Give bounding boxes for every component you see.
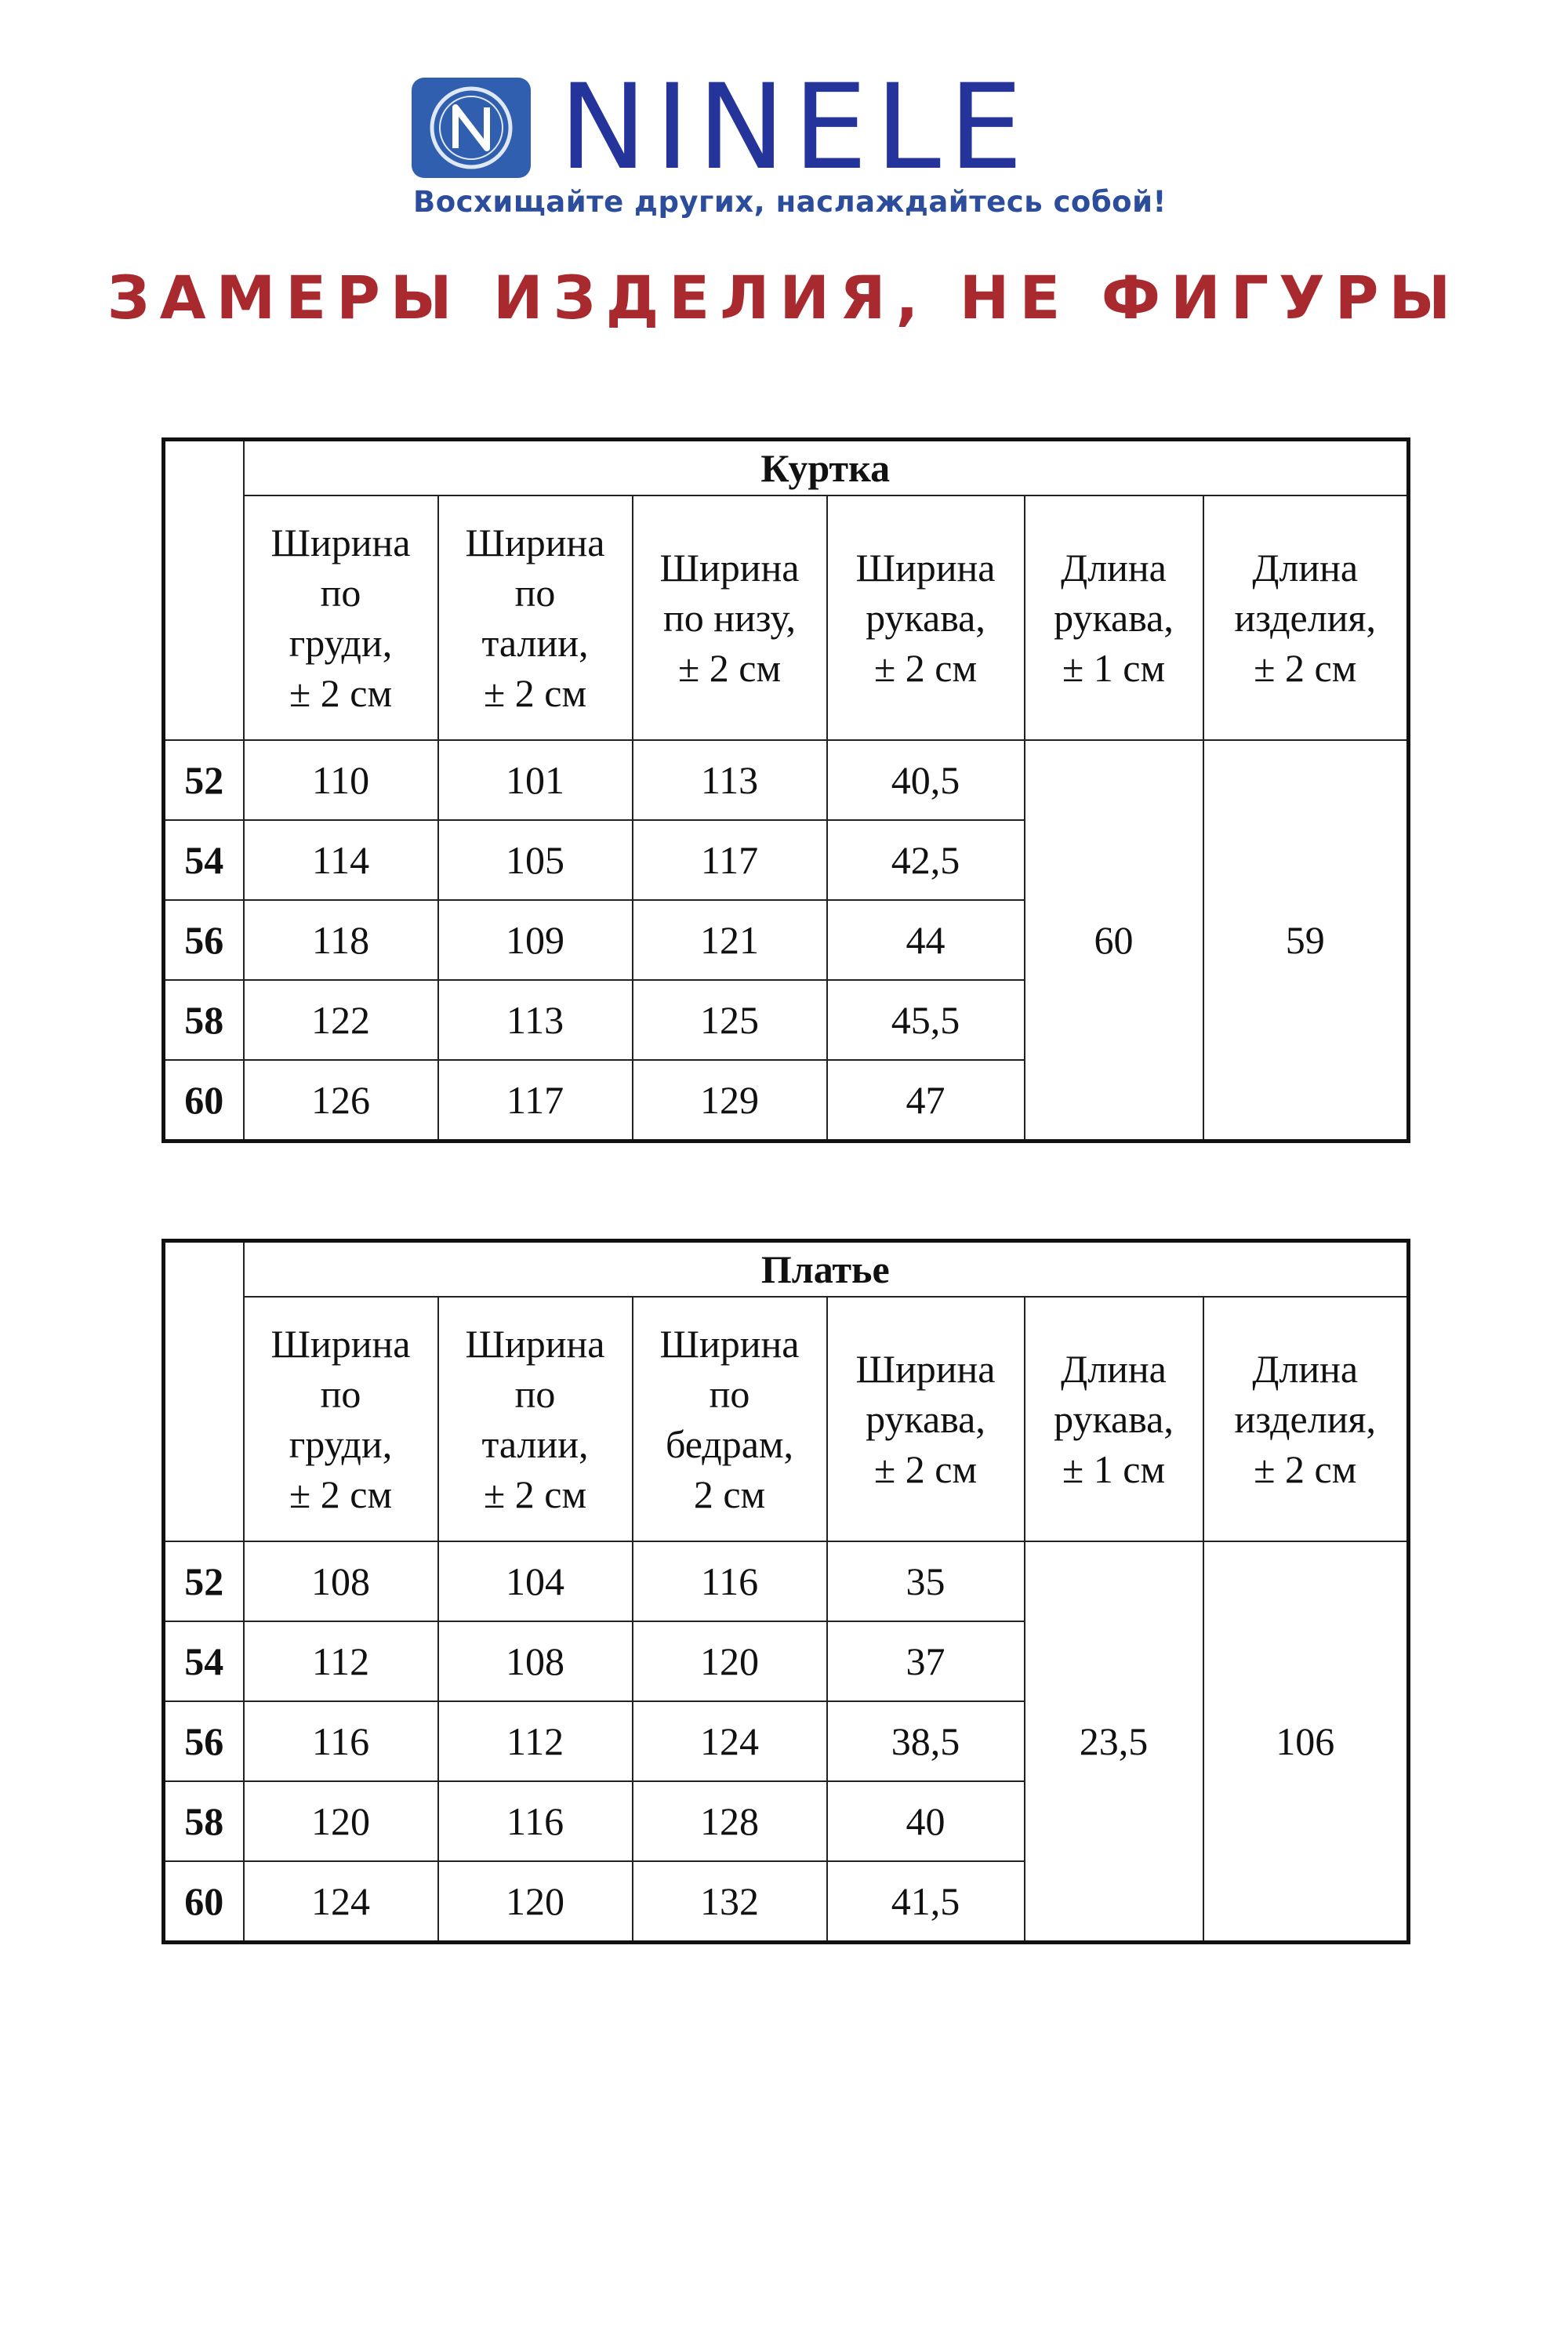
size-table-jacket xyxy=(162,437,1410,1143)
column-header: Ширина по талии, ± 2 см xyxy=(438,1297,633,1541)
size-label: 58 xyxy=(164,1781,244,1861)
table-cell: 114 xyxy=(244,820,438,900)
table-cell: 124 xyxy=(633,1701,827,1781)
size-label: 58 xyxy=(164,980,244,1060)
table-cell: 41,5 xyxy=(827,1861,1025,1943)
size-label: 54 xyxy=(164,820,244,900)
table-cell: 44 xyxy=(827,900,1025,980)
table-row xyxy=(164,740,1409,820)
table-corner xyxy=(164,440,244,741)
table-cell: 122 xyxy=(244,980,438,1060)
table-cell: 40,5 xyxy=(827,740,1025,820)
table-title: Платье xyxy=(244,1241,1409,1298)
table-cell: 110 xyxy=(244,740,438,820)
table-cell: 45,5 xyxy=(827,980,1025,1060)
column-header: Ширина по талии, ± 2 см xyxy=(438,495,633,740)
column-header: Ширина по груди, ± 2 см xyxy=(244,1297,438,1541)
page-header xyxy=(0,0,1568,345)
size-label: 60 xyxy=(164,1060,244,1142)
merged-cell: 60 xyxy=(1025,740,1203,1142)
table-cell: 37 xyxy=(827,1621,1025,1701)
column-header: Ширина рукава, ± 2 см xyxy=(827,495,1025,740)
merged-cell: 106 xyxy=(1203,1541,1409,1943)
size-label: 52 xyxy=(164,740,244,820)
table-cell: 116 xyxy=(438,1781,633,1861)
table-cell: 120 xyxy=(633,1621,827,1701)
column-header: Длина изделия, ± 2 см xyxy=(1203,495,1409,740)
table-title: Куртка xyxy=(244,440,1409,496)
table-cell: 101 xyxy=(438,740,633,820)
column-header: Ширина по бедрам, 2 см xyxy=(633,1297,827,1541)
table-cell: 108 xyxy=(244,1541,438,1621)
table-cell: 35 xyxy=(827,1541,1025,1621)
table-cell: 109 xyxy=(438,900,633,980)
table-cell: 126 xyxy=(244,1060,438,1142)
table-cell: 116 xyxy=(244,1701,438,1781)
table-row xyxy=(164,1541,1409,1621)
size-label: 56 xyxy=(164,900,244,980)
table-cell: 120 xyxy=(438,1861,633,1943)
merged-cell: 23,5 xyxy=(1025,1541,1203,1943)
table-cell: 42,5 xyxy=(827,820,1025,900)
column-header: Длина рукава, ± 1 см xyxy=(1025,1297,1203,1541)
table-cell: 132 xyxy=(633,1861,827,1943)
table-cell: 129 xyxy=(633,1060,827,1142)
table-cell: 105 xyxy=(438,820,633,900)
table-cell: 40 xyxy=(827,1781,1025,1861)
table-cell: 104 xyxy=(438,1541,633,1621)
table-cell: 120 xyxy=(244,1781,438,1861)
table-cell: 112 xyxy=(244,1621,438,1701)
table-cell: 117 xyxy=(438,1060,633,1142)
column-header: Ширина по низу, ± 2 см xyxy=(633,495,827,740)
size-label: 52 xyxy=(164,1541,244,1621)
page-headline: ЗАМЕРЫ ИЗДЕЛИЯ, НЕ ФИГУРЫ xyxy=(107,263,1461,332)
table-corner xyxy=(164,1241,244,1542)
table-cell: 124 xyxy=(244,1861,438,1943)
size-label: 54 xyxy=(164,1621,244,1701)
table-cell: 116 xyxy=(633,1541,827,1621)
table-cell: 117 xyxy=(633,820,827,900)
table-cell: 113 xyxy=(438,980,633,1060)
table-cell: 108 xyxy=(438,1621,633,1701)
brand-name: NINELE xyxy=(559,60,1031,196)
table-cell: 118 xyxy=(244,900,438,980)
n-monogram-badge-icon xyxy=(412,78,531,178)
table-cell: 38,5 xyxy=(827,1701,1025,1781)
column-header: Ширина по груди, ± 2 см xyxy=(244,495,438,740)
size-table-dress xyxy=(162,1239,1410,1944)
table-cell: 112 xyxy=(438,1701,633,1781)
brand-tagline: Восхищайте других, наслаждайтесь собой! xyxy=(413,185,1167,219)
brand-logo xyxy=(412,60,1031,196)
table-cell: 121 xyxy=(633,900,827,980)
size-label: 56 xyxy=(164,1701,244,1781)
column-header: Ширина рукава, ± 2 см xyxy=(827,1297,1025,1541)
merged-cell: 59 xyxy=(1203,740,1409,1142)
table-cell: 47 xyxy=(827,1060,1025,1142)
column-header: Длина рукава, ± 1 см xyxy=(1025,495,1203,740)
table-cell: 125 xyxy=(633,980,827,1060)
column-header: Длина изделия, ± 2 см xyxy=(1203,1297,1409,1541)
table-cell: 113 xyxy=(633,740,827,820)
size-label: 60 xyxy=(164,1861,244,1943)
table-cell: 128 xyxy=(633,1781,827,1861)
